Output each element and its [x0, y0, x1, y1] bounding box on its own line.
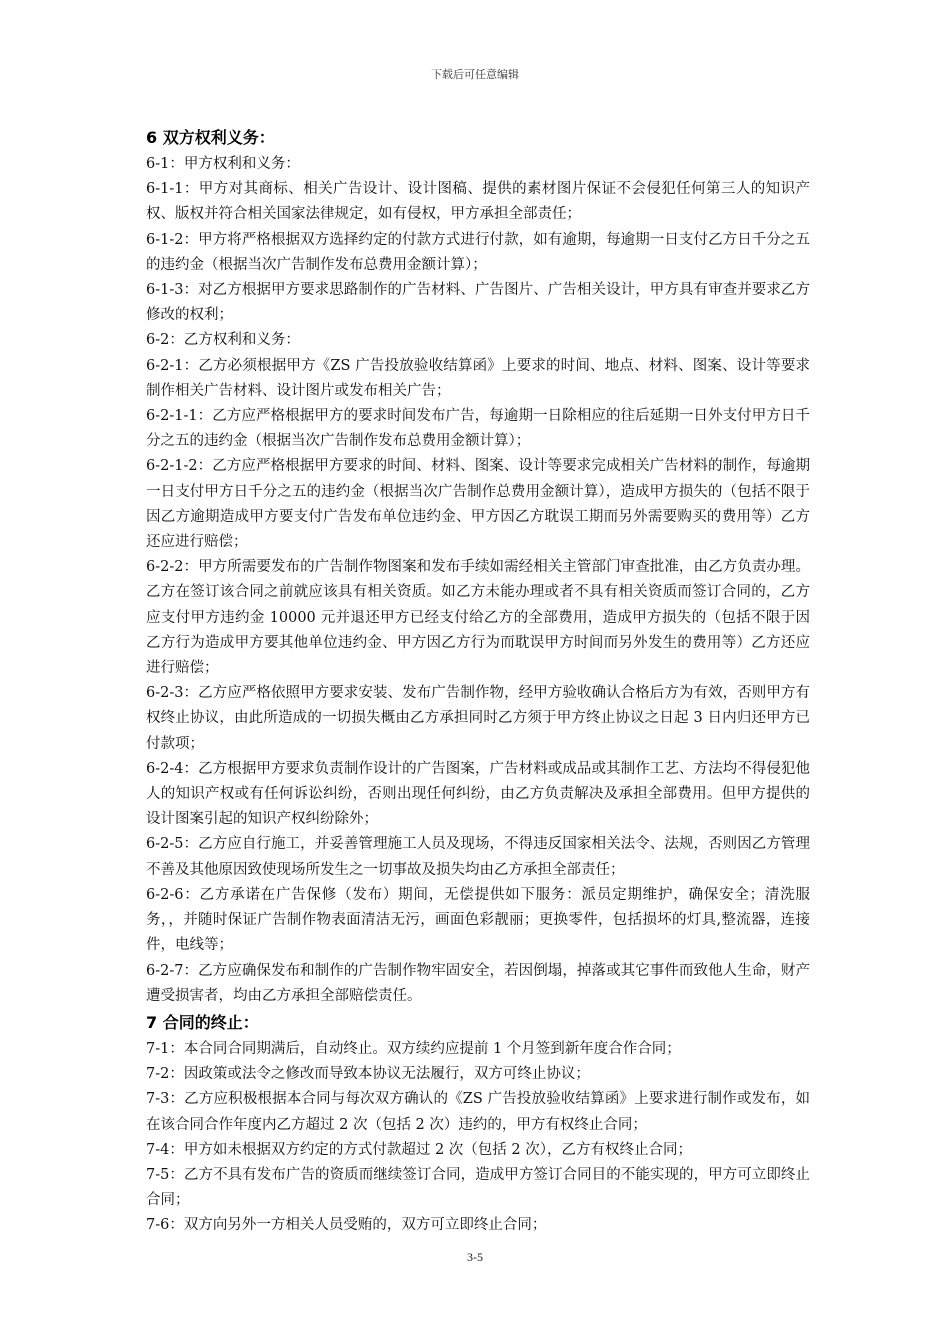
section-heading: 6 双方权利义务：	[146, 128, 275, 147]
clause-paragraph: 6-1-3：对乙方根据甲方要求思路制作的广告材料、广告图片、广告相关设计，甲方具有审查并要求乙方修改的权利；	[146, 282, 810, 324]
clause-paragraph: 6-2-6：乙方承诺在广告保修（发布）期间，无偿提供如下服务：派员定期维护，确保安全；清洗服务，，并随时保证广告制作物表面清洁无污，画面色彩靓丽；更换零件，包括损坏的灯具,整流器，连接件，电线等；	[146, 886, 810, 954]
clause-paragraph: 6-2-7：乙方应确保发布和制作的广告制作物牢固安全，若因倒塌，掉落或其它事件而致他人生命，财产遭受损害者，均由乙方承担全部赔偿责任。	[146, 962, 810, 1004]
clause-paragraph: 6-2-1-2：乙方应严格根据甲方要求的时间、材料、图案、设计等要求完成相关广告材料的制作，每逾期一日支付甲方日千分之五的违约金（根据当次广告制作总费用金额计算），造成甲方损失的（包括不限于因乙方逾期造成甲方要支付广告发布单位违约金、甲方因乙方耽误工期而另外需要购买的费用等）乙方还应进行赔偿；	[146, 458, 810, 551]
clause-paragraph: 6-2-4：乙方根据甲方要求负责制作设计的广告图案，广告材料或成品或其制作工艺、方法均不得侵犯他人的知识产权或有任何诉讼纠纷，否则出现任何纠纷，由乙方负责解决及承担全部费用。但甲方提供的设计图案引起的知识产权纠纷除外；	[146, 760, 810, 828]
clause-paragraph: 6-1-2：甲方将严格根据双方选择约定的付款方式进行付款，如有逾期，每逾期一日支付乙方日千分之五的违约金（根据当次广告制作发布总费用金额计算）；	[146, 231, 810, 273]
clause-paragraph: 6-2-1：乙方必须根据甲方《ZS 广告投放验收结算函》上要求的时间、地点、材料、图案、设计等要求制作相关广告材料、设计图片或发布相关广告；	[146, 357, 810, 399]
clause-paragraph: 7-1：本合同合同期满后，自动终止。双方续约应提前 1 个月签到新年度合作合同；	[146, 1040, 681, 1057]
clause-paragraph: 7-2：因政策或法令之修改而导致本协议无法履行，双方可终止协议；	[146, 1066, 590, 1083]
clause-paragraph: 6-2-5：乙方应自行施工，并妥善管理施工人员及现场，不得违反国家相关法令、法规，否则因乙方管理不善及其他原因致使现场所发生之一切事故及损失均由乙方承担全部责任；	[146, 836, 810, 878]
section-heading: 7 合同的终止：	[146, 1012, 259, 1032]
clause-paragraph: 7-4：甲方如未根据双方约定的方式付款超过 2 次（包括 2 次），乙方有权终止合同；	[146, 1141, 692, 1158]
clause-paragraph: 6-2：乙方权利和义务：	[146, 332, 300, 349]
clause-paragraph: 7-3：乙方应积极根据本合同与每次双方确认的《ZS 广告投放验收结算函》上要求进行制作或发布，如在该合同合作年度内乙方超过 2 次（包括 2 次）违约的，甲方有权终止合同；	[146, 1091, 810, 1133]
clause-paragraph: 6-1：甲方权利和义务：	[146, 156, 300, 172]
clause-paragraph: 6-2-1-1：乙方应严格根据甲方的要求时间发布广告，每逾期一日除相应的往后延期一日外支付甲方日千分之五的违约金（根据当次广告制作发布总费用金额计算）；	[146, 408, 810, 450]
clause-paragraph: 6-2-2：甲方所需要发布的广告制作物图案和发布手续如需经相关主管部门审查批准，由乙方负责办理。乙方在签订该合同之前就应该具有相关资质。如乙方未能办理或者不具有相关资质而签订合同的，乙方应支付甲方违约金 10000 元并退还甲方已经支付给乙方的全部费用，造成甲方损失的（包括不限于因乙方行为造成甲方要其他单位违约金、甲方因乙方行为而耽误甲方时间而另外发生的费用等）乙方还应进行赔偿；	[146, 559, 810, 677]
page-number: 3-5	[467, 1250, 483, 1264]
page-header: 下载后可任意编辑	[431, 68, 519, 81]
clause-paragraph: 7-5：乙方不具有发布广告的资质而继续签订合同，造成甲方签订合同目的不能实现的，甲方可立即终止合同；	[146, 1166, 810, 1209]
clause-paragraph: 7-6：双方向另外一方相关人员受贿的，双方可立即终止合同；	[146, 1217, 547, 1234]
clause-paragraph: 6-2-3：乙方应严格依照甲方要求安装、发布广告制作物，经甲方验收确认合格后方为有效，否则甲方有权终止协议，由此所造成的一切损失概由乙方承担同时乙方须于甲方终止协议之日起 3 日内归还甲方已付款项；	[146, 685, 810, 752]
document-body	[146, 124, 810, 1239]
clause-paragraph: 6-1-1：甲方对其商标、相关广告设计、设计图稿、提供的素材图片保证不会侵犯任何第三人的知识产权、版权并符合相关国家法律规定，如有侵权，甲方承担全部责任；	[146, 181, 810, 223]
